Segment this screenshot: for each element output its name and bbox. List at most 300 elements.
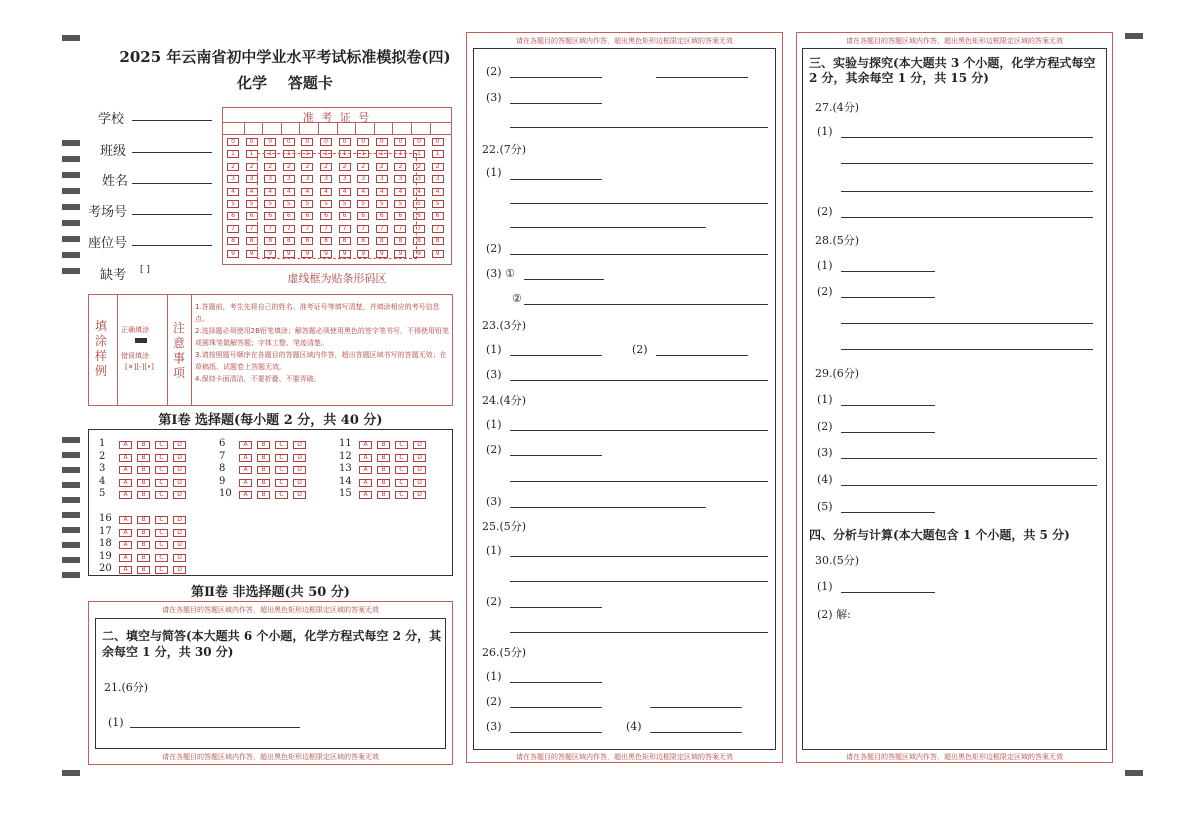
choice-bubble-b[interactable]: B bbox=[137, 454, 150, 462]
timing-mark bbox=[62, 467, 80, 473]
choice-bubble-a[interactable]: A bbox=[119, 516, 132, 524]
digit-bubble[interactable]: 7 bbox=[264, 225, 276, 233]
wrong-fill-sample: [✕][-][•] bbox=[125, 363, 154, 371]
digit-bubble[interactable]: 8 bbox=[432, 237, 444, 245]
choice-bubble-c[interactable]: C bbox=[155, 566, 168, 574]
digit-bubble[interactable]: 7 bbox=[227, 225, 239, 233]
q26-1-line[interactable] bbox=[510, 682, 602, 683]
digit-bubble[interactable]: 6 bbox=[376, 212, 388, 220]
digit-bubble[interactable]: 1 bbox=[301, 150, 313, 158]
digit-bubble[interactable]: 2 bbox=[301, 163, 313, 171]
question-number: 9 bbox=[219, 475, 226, 487]
digit-bubble[interactable]: 6 bbox=[227, 212, 239, 220]
digit-bubble[interactable]: 3 bbox=[320, 175, 332, 183]
digit-bubble[interactable]: 3 bbox=[432, 175, 444, 183]
digit-bubble[interactable]: 9 bbox=[227, 250, 239, 258]
digit-write-cell[interactable] bbox=[411, 122, 430, 134]
question-number: 6 bbox=[219, 438, 226, 449]
choice-bubble-c[interactable]: C bbox=[275, 441, 288, 449]
digit-bubble[interactable]: 2 bbox=[264, 163, 276, 171]
digit-bubble[interactable]: 6 bbox=[394, 212, 406, 220]
q21-1-line[interactable] bbox=[130, 727, 300, 728]
digit-bubble[interactable]: 6 bbox=[320, 212, 332, 220]
choice-bubble-c[interactable]: C bbox=[275, 479, 288, 487]
choice-bubble-b[interactable]: B bbox=[137, 466, 150, 474]
choice-bubble-b[interactable]: B bbox=[257, 491, 270, 499]
digit-bubble[interactable]: 7 bbox=[301, 225, 313, 233]
digit-bubble[interactable]: 8 bbox=[357, 237, 369, 245]
choice-bubble-d[interactable]: D bbox=[293, 454, 306, 462]
q22-2-line[interactable] bbox=[510, 254, 768, 255]
digit-write-cell[interactable] bbox=[337, 122, 356, 134]
digit-bubble[interactable]: 3 bbox=[227, 175, 239, 183]
digit-bubble[interactable]: 5 bbox=[283, 200, 295, 208]
digit-bubble[interactable]: 1 bbox=[432, 150, 444, 158]
digit-bubble[interactable]: 4 bbox=[413, 188, 425, 196]
q22-1-line[interactable] bbox=[510, 179, 602, 180]
digit-bubble[interactable]: 0 bbox=[227, 138, 239, 146]
digit-bubble[interactable]: 4 bbox=[246, 188, 258, 196]
q23-3-label: (3) bbox=[486, 368, 502, 381]
digit-bubble[interactable]: 8 bbox=[376, 237, 388, 245]
fill-guide-box bbox=[88, 294, 453, 406]
answer-line[interactable] bbox=[841, 323, 1093, 324]
choice-bubble-a[interactable]: A bbox=[239, 491, 252, 499]
digit-bubble[interactable]: 5 bbox=[376, 200, 388, 208]
q22-1-label: (1) bbox=[486, 166, 502, 179]
digit-bubble[interactable]: 5 bbox=[339, 200, 351, 208]
digit-bubble[interactable]: 9 bbox=[320, 250, 332, 258]
digit-bubble[interactable]: 6 bbox=[357, 212, 369, 220]
digit-bubble[interactable]: 3 bbox=[246, 175, 258, 183]
q24-2-line[interactable] bbox=[510, 455, 602, 456]
q26-3-line[interactable] bbox=[510, 732, 602, 733]
digit-bubble[interactable]: 2 bbox=[413, 163, 425, 171]
answer-frame-col1 bbox=[88, 601, 453, 765]
choice-bubble-c[interactable]: C bbox=[395, 479, 408, 487]
digit-bubble[interactable]: 3 bbox=[376, 175, 388, 183]
digit-bubble[interactable]: 8 bbox=[320, 237, 332, 245]
choice-bubble-d[interactable]: D bbox=[413, 479, 426, 487]
choice-bubble-d[interactable]: D bbox=[173, 491, 186, 499]
digit-bubble[interactable]: 5 bbox=[320, 200, 332, 208]
q21-2-line-a[interactable] bbox=[510, 77, 602, 78]
choice-bubble-b[interactable]: B bbox=[137, 529, 150, 537]
choice-bubble-a[interactable]: A bbox=[359, 441, 372, 449]
digit-bubble[interactable]: 2 bbox=[339, 163, 351, 171]
digit-bubble[interactable]: 8 bbox=[339, 237, 351, 245]
digit-bubble[interactable]: 8 bbox=[264, 237, 276, 245]
class-field[interactable] bbox=[132, 152, 212, 153]
digit-bubble[interactable]: 0 bbox=[283, 138, 295, 146]
choice-bubble-d[interactable]: D bbox=[173, 566, 186, 574]
warning-bottom: 请在各题目的答题区域内作答，超出黑色矩形边框限定区域的答案无效 bbox=[516, 753, 733, 761]
choice-bubble-b[interactable]: B bbox=[377, 441, 390, 449]
answer-line[interactable] bbox=[510, 632, 768, 633]
answer-line[interactable] bbox=[841, 191, 1093, 192]
choice-bubble-d[interactable]: D bbox=[413, 491, 426, 499]
question-number: 17 bbox=[99, 525, 112, 537]
digit-write-cell[interactable] bbox=[299, 122, 318, 134]
choice-box bbox=[88, 429, 453, 576]
q22-label: 22.(7分) bbox=[482, 143, 527, 156]
q29-4-line[interactable] bbox=[841, 485, 1097, 486]
digit-bubble[interactable]: 1 bbox=[339, 150, 351, 158]
choice-bubble-d[interactable]: D bbox=[173, 541, 186, 549]
timing-mark bbox=[62, 572, 80, 578]
digit-bubble[interactable]: 9 bbox=[283, 250, 295, 258]
digit-bubble[interactable]: 3 bbox=[413, 175, 425, 183]
digit-bubble[interactable]: 9 bbox=[301, 250, 313, 258]
name-label: 姓名 bbox=[102, 174, 129, 189]
digit-write-cell[interactable] bbox=[281, 122, 300, 134]
digit-bubble[interactable]: 4 bbox=[227, 188, 239, 196]
barcode-note: 虚线框为贴条形码区 bbox=[287, 272, 387, 285]
digit-bubble[interactable]: 4 bbox=[283, 188, 295, 196]
q28-2-line[interactable] bbox=[841, 297, 935, 298]
seat-field[interactable] bbox=[132, 245, 212, 246]
q23-3-line[interactable] bbox=[510, 380, 768, 381]
answer-area-col2[interactable] bbox=[473, 48, 776, 750]
choice-bubble-b[interactable]: B bbox=[137, 541, 150, 549]
choice-bubble-d[interactable]: D bbox=[413, 454, 426, 462]
q30-1-line[interactable] bbox=[841, 592, 935, 593]
q24-3-line[interactable] bbox=[510, 507, 706, 508]
digit-bubble[interactable]: 4 bbox=[376, 188, 388, 196]
digit-bubble[interactable]: 1 bbox=[264, 150, 276, 158]
answer-line[interactable] bbox=[510, 203, 768, 204]
digit-bubble[interactable]: 8 bbox=[246, 237, 258, 245]
choice-bubble-b[interactable]: B bbox=[257, 479, 270, 487]
q29-3-line[interactable] bbox=[841, 458, 1097, 459]
digit-bubble[interactable]: 7 bbox=[320, 225, 332, 233]
q26-2-line-a[interactable] bbox=[510, 707, 602, 708]
choice-bubble-b[interactable]: B bbox=[377, 491, 390, 499]
choice-bubble-b[interactable]: B bbox=[257, 466, 270, 474]
digit-bubble[interactable]: 3 bbox=[339, 175, 351, 183]
q26-2-label: (2) bbox=[486, 695, 502, 708]
digit-bubble[interactable]: 1 bbox=[283, 150, 295, 158]
digit-bubble[interactable]: 0 bbox=[413, 138, 425, 146]
choice-bubble-c[interactable]: C bbox=[155, 466, 168, 474]
digit-write-cell[interactable] bbox=[318, 122, 337, 134]
answer-line[interactable] bbox=[510, 481, 768, 482]
choice-bubble-d[interactable]: D bbox=[173, 466, 186, 474]
digit-bubble[interactable]: 1 bbox=[376, 150, 388, 158]
exam-room-field[interactable] bbox=[132, 214, 212, 215]
choice-bubble-a[interactable]: A bbox=[239, 454, 252, 462]
name-field[interactable] bbox=[132, 183, 212, 184]
digit-bubble[interactable]: 4 bbox=[301, 188, 313, 196]
digit-bubble[interactable]: 8 bbox=[413, 237, 425, 245]
choice-bubble-a[interactable]: A bbox=[119, 441, 132, 449]
q22-3-line-a[interactable] bbox=[524, 279, 604, 280]
q28-1-label: (1) bbox=[817, 259, 833, 272]
q24-label: 24.(4分) bbox=[482, 394, 527, 407]
digit-bubble[interactable]: 6 bbox=[264, 212, 276, 220]
choice-bubble-a[interactable]: A bbox=[119, 529, 132, 537]
choice-bubble-c[interactable]: C bbox=[155, 541, 168, 549]
digit-bubble[interactable]: 0 bbox=[320, 138, 332, 146]
choice-bubble-b[interactable]: B bbox=[377, 454, 390, 462]
digit-bubble[interactable]: 9 bbox=[432, 250, 444, 258]
digit-bubble[interactable]: 0 bbox=[376, 138, 388, 146]
digit-bubble[interactable]: 5 bbox=[264, 200, 276, 208]
choice-bubble-d[interactable]: D bbox=[173, 516, 186, 524]
exam-room-label: 考场号 bbox=[88, 205, 128, 220]
q21-3-label: (3) bbox=[486, 91, 502, 104]
choice-bubble-c[interactable]: C bbox=[155, 529, 168, 537]
choice-bubble-d[interactable]: D bbox=[293, 479, 306, 487]
choice-bubble-d[interactable]: D bbox=[293, 491, 306, 499]
digit-bubble[interactable]: 8 bbox=[301, 237, 313, 245]
digit-bubble[interactable]: 2 bbox=[227, 163, 239, 171]
q26-4-line[interactable] bbox=[650, 732, 742, 733]
digit-bubble[interactable]: 4 bbox=[320, 188, 332, 196]
choice-bubble-b[interactable]: B bbox=[137, 441, 150, 449]
digit-bubble[interactable]: 3 bbox=[357, 175, 369, 183]
q22-2-label: (2) bbox=[486, 242, 502, 255]
digit-bubble[interactable]: 4 bbox=[339, 188, 351, 196]
digit-bubble[interactable]: 1 bbox=[246, 150, 258, 158]
choice-bubble-c[interactable]: C bbox=[155, 491, 168, 499]
choice-bubble-c[interactable]: C bbox=[155, 441, 168, 449]
choice-bubble-b[interactable]: B bbox=[137, 554, 150, 562]
question-number: 14 bbox=[339, 475, 352, 487]
digit-bubble[interactable]: 4 bbox=[357, 188, 369, 196]
choice-bubble-c[interactable]: C bbox=[155, 516, 168, 524]
digit-bubble[interactable]: 6 bbox=[413, 212, 425, 220]
q25-1-line[interactable] bbox=[510, 556, 768, 557]
q24-3-label: (3) bbox=[486, 495, 502, 508]
q27-1-line[interactable] bbox=[841, 137, 1093, 138]
choice-bubble-a[interactable]: A bbox=[239, 441, 252, 449]
choice-bubble-d[interactable]: D bbox=[173, 454, 186, 462]
choice-bubble-c[interactable]: C bbox=[395, 491, 408, 499]
q26-2-line-b[interactable] bbox=[650, 707, 742, 708]
choice-bubble-c[interactable]: C bbox=[275, 466, 288, 474]
digit-bubble[interactable]: 6 bbox=[246, 212, 258, 220]
q29-2-line[interactable] bbox=[841, 432, 935, 433]
digit-bubble[interactable]: 0 bbox=[301, 138, 313, 146]
q28-2-label: (2) bbox=[817, 285, 833, 298]
digit-write-cell[interactable] bbox=[225, 122, 244, 134]
choice-bubble-b[interactable]: B bbox=[137, 479, 150, 487]
q29-1-line[interactable] bbox=[841, 405, 935, 406]
choice-bubble-a[interactable]: A bbox=[119, 541, 132, 549]
digit-bubble[interactable]: 3 bbox=[394, 175, 406, 183]
choice-bubble-a[interactable]: A bbox=[119, 491, 132, 499]
digit-write-cell[interactable] bbox=[374, 122, 393, 134]
q25-2-line[interactable] bbox=[510, 607, 602, 608]
digit-bubble[interactable]: 9 bbox=[376, 250, 388, 258]
digit-bubble[interactable]: 0 bbox=[264, 138, 276, 146]
digit-bubble[interactable]: 7 bbox=[394, 225, 406, 233]
digit-bubble[interactable]: 6 bbox=[432, 212, 444, 220]
choice-bubble-d[interactable]: D bbox=[173, 529, 186, 537]
choice-bubble-d[interactable]: D bbox=[173, 441, 186, 449]
choice-row bbox=[99, 560, 191, 574]
digit-bubble[interactable]: 5 bbox=[394, 200, 406, 208]
digit-bubble[interactable]: 3 bbox=[264, 175, 276, 183]
q24-2-label: (2) bbox=[486, 443, 502, 456]
choice-bubble-a[interactable]: A bbox=[239, 479, 252, 487]
digit-write-cell[interactable] bbox=[392, 122, 411, 134]
timing-mark bbox=[62, 188, 80, 194]
answer-area-col3[interactable] bbox=[802, 48, 1107, 750]
digit-bubble[interactable]: 2 bbox=[320, 163, 332, 171]
digit-write-cell[interactable] bbox=[244, 122, 263, 134]
digit-bubble[interactable]: 0 bbox=[339, 138, 351, 146]
digit-bubble[interactable]: 7 bbox=[283, 225, 295, 233]
choice-bubble-d[interactable]: D bbox=[293, 441, 306, 449]
question-number: 13 bbox=[339, 463, 352, 474]
choice-bubble-b[interactable]: B bbox=[377, 479, 390, 487]
digit-bubble[interactable]: 5 bbox=[432, 200, 444, 208]
digit-bubble[interactable]: 5 bbox=[227, 200, 239, 208]
choice-row bbox=[339, 485, 431, 499]
choice-bubble-a[interactable]: A bbox=[239, 466, 252, 474]
page-title: 2025 年云南省初中学业水平考试标准模拟卷(四) bbox=[119, 48, 451, 66]
answer-line[interactable] bbox=[510, 127, 768, 128]
digit-bubble[interactable]: 7 bbox=[339, 225, 351, 233]
digit-bubble[interactable]: 4 bbox=[394, 188, 406, 196]
q24-1-line[interactable] bbox=[510, 430, 768, 431]
digit-bubble[interactable]: 9 bbox=[413, 250, 425, 258]
q23-2-line[interactable] bbox=[656, 355, 748, 356]
choice-bubble-a[interactable]: A bbox=[359, 479, 372, 487]
choice-bubble-d[interactable]: D bbox=[413, 441, 426, 449]
absent-label: 缺考 bbox=[100, 268, 127, 283]
choice-bubble-c[interactable]: C bbox=[275, 491, 288, 499]
digit-bubble[interactable]: 2 bbox=[394, 163, 406, 171]
digit-bubble[interactable]: 2 bbox=[246, 163, 258, 171]
choice-bubble-c[interactable]: C bbox=[155, 554, 168, 562]
digit-bubble[interactable]: 1 bbox=[320, 150, 332, 158]
digit-bubble[interactable]: 4 bbox=[432, 188, 444, 196]
digit-bubble[interactable]: 5 bbox=[301, 200, 313, 208]
q30-label: 30.(5分) bbox=[815, 554, 860, 567]
choice-bubble-b[interactable]: B bbox=[377, 466, 390, 474]
choice-bubble-d[interactable]: D bbox=[173, 479, 186, 487]
choice-bubble-c[interactable]: C bbox=[395, 441, 408, 449]
timing-mark bbox=[62, 252, 80, 258]
q21-2-label: (2) bbox=[486, 65, 502, 78]
choice-bubble-c[interactable]: C bbox=[275, 454, 288, 462]
digit-bubble[interactable]: 5 bbox=[357, 200, 369, 208]
digit-write-cell[interactable] bbox=[262, 122, 281, 134]
choice-bubble-b[interactable]: B bbox=[257, 454, 270, 462]
q29-5-label: (5) bbox=[817, 500, 833, 513]
digit-bubble[interactable]: 9 bbox=[339, 250, 351, 258]
q21-3-line[interactable] bbox=[510, 103, 602, 104]
digit-bubble[interactable]: 2 bbox=[376, 163, 388, 171]
choice-bubble-a[interactable]: A bbox=[119, 554, 132, 562]
choice-bubble-c[interactable]: C bbox=[155, 454, 168, 462]
digit-bubble[interactable]: 2 bbox=[357, 163, 369, 171]
school-field[interactable] bbox=[132, 120, 212, 121]
digit-bubble[interactable]: 1 bbox=[394, 150, 406, 158]
q28-1-line[interactable] bbox=[841, 271, 935, 272]
q29-5-line[interactable] bbox=[841, 512, 935, 513]
choice-bubble-a[interactable]: A bbox=[119, 479, 132, 487]
digit-bubble[interactable]: 1 bbox=[413, 150, 425, 158]
choice-bubble-a[interactable]: A bbox=[119, 566, 132, 574]
digit-bubble[interactable]: 9 bbox=[357, 250, 369, 258]
digit-bubble[interactable]: 1 bbox=[357, 150, 369, 158]
digit-bubble[interactable]: 2 bbox=[432, 163, 444, 171]
digit-bubble[interactable]: 0 bbox=[432, 138, 444, 146]
choice-bubble-d[interactable]: D bbox=[173, 554, 186, 562]
digit-bubble[interactable]: 7 bbox=[432, 225, 444, 233]
digit-bubble[interactable]: 7 bbox=[376, 225, 388, 233]
digit-bubble[interactable]: 2 bbox=[283, 163, 295, 171]
digit-bubble[interactable]: 4 bbox=[264, 188, 276, 196]
digit-bubble[interactable]: 9 bbox=[394, 250, 406, 258]
digit-bubble[interactable]: 7 bbox=[357, 225, 369, 233]
choice-bubble-c[interactable]: C bbox=[395, 454, 408, 462]
q22-3-line-b[interactable] bbox=[524, 304, 768, 305]
choice-bubble-b[interactable]: B bbox=[137, 566, 150, 574]
digit-bubble[interactable]: 8 bbox=[283, 237, 295, 245]
choice-bubble-b[interactable]: B bbox=[257, 441, 270, 449]
digit-bubble[interactable]: 9 bbox=[264, 250, 276, 258]
digit-bubble[interactable]: 6 bbox=[339, 212, 351, 220]
choice-bubble-b[interactable]: B bbox=[137, 516, 150, 524]
digit-bubble[interactable]: 5 bbox=[246, 200, 258, 208]
choice-bubble-a[interactable]: A bbox=[119, 454, 132, 462]
digit-bubble[interactable]: 7 bbox=[413, 225, 425, 233]
digit-bubble[interactable]: 8 bbox=[227, 237, 239, 245]
digit-bubble[interactable]: 9 bbox=[246, 250, 258, 258]
choice-bubble-b[interactable]: B bbox=[137, 491, 150, 499]
timing-mark bbox=[62, 542, 80, 548]
choice-bubble-d[interactable]: D bbox=[293, 466, 306, 474]
answer-area-21[interactable] bbox=[95, 618, 446, 749]
digit-write-cell[interactable] bbox=[430, 122, 449, 134]
q27-1-label: (1) bbox=[817, 125, 833, 138]
digit-bubble[interactable]: 7 bbox=[246, 225, 258, 233]
q21-2-line-b[interactable] bbox=[656, 77, 748, 78]
digit-bubble[interactable]: 3 bbox=[301, 175, 313, 183]
answer-line[interactable] bbox=[841, 349, 1093, 350]
choice-bubble-c[interactable]: C bbox=[395, 466, 408, 474]
digit-bubble[interactable]: 6 bbox=[283, 212, 295, 220]
digit-bubble[interactable]: 0 bbox=[394, 138, 406, 146]
question-number: 15 bbox=[339, 488, 352, 499]
digit-bubble[interactable]: 5 bbox=[413, 200, 425, 208]
choice-bubble-d[interactable]: D bbox=[413, 466, 426, 474]
answer-line[interactable] bbox=[841, 163, 1093, 164]
digit-bubble[interactable]: 6 bbox=[301, 212, 313, 220]
digit-bubble[interactable]: 8 bbox=[394, 237, 406, 245]
choice-bubble-c[interactable]: C bbox=[155, 479, 168, 487]
absent-checkbox[interactable]: [ ] bbox=[140, 265, 150, 275]
digit-bubble[interactable]: 0 bbox=[357, 138, 369, 146]
q23-1-line[interactable] bbox=[510, 355, 602, 356]
choice-bubble-a[interactable]: A bbox=[119, 466, 132, 474]
choice-bubble-a[interactable]: A bbox=[359, 466, 372, 474]
q27-2-line[interactable] bbox=[841, 217, 1093, 218]
answer-line[interactable] bbox=[510, 581, 768, 582]
digit-write-cell[interactable] bbox=[355, 122, 374, 134]
answer-line[interactable] bbox=[510, 227, 706, 228]
digit-bubble[interactable]: 1 bbox=[227, 150, 239, 158]
choice-bubble-a[interactable]: A bbox=[359, 454, 372, 462]
digit-bubble[interactable]: 0 bbox=[246, 138, 258, 146]
digit-bubble[interactable]: 3 bbox=[283, 175, 295, 183]
choice-bubble-a[interactable]: A bbox=[359, 491, 372, 499]
